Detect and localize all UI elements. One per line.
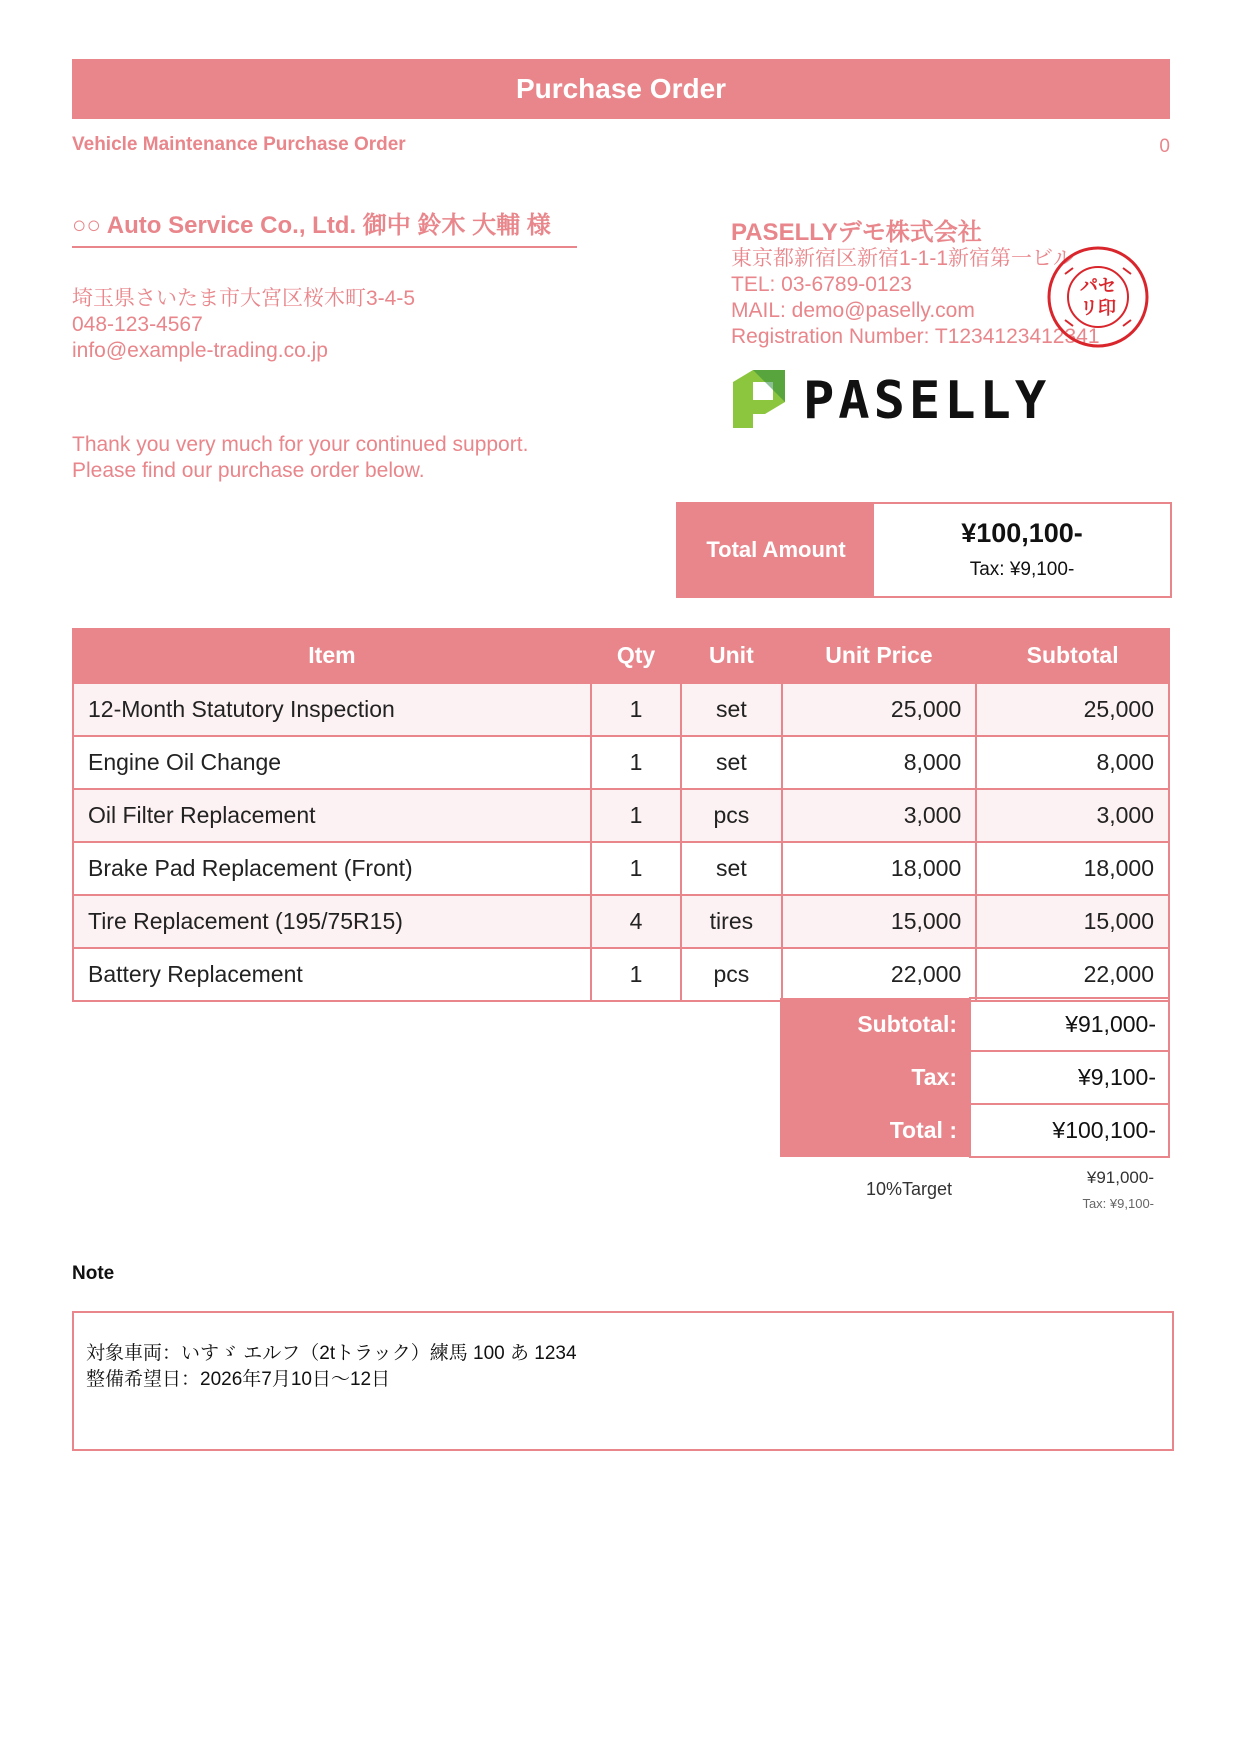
cell-subtotal: 8,000: [976, 736, 1169, 789]
header-item: Item: [73, 628, 591, 683]
table-row: [73, 948, 1169, 1001]
cell-subtotal: 15,000: [976, 895, 1169, 948]
note-line: 対象車両：いすゞ エルフ（2tトラック）練馬 100 あ 1234: [86, 1343, 577, 1364]
cell-qty: 1: [591, 842, 681, 895]
cell-item: 12-Month Statutory Inspection: [73, 683, 591, 736]
cell-unit: tires: [681, 895, 781, 948]
cell-qty: 1: [591, 736, 681, 789]
tax-target-label: 10%Target: [866, 1179, 953, 1199]
table-row: [73, 842, 1169, 895]
cell-subtotal: 25,000: [976, 683, 1169, 736]
summary-total-label: Total :: [780, 1104, 970, 1157]
table-row: [73, 895, 1169, 948]
table-row: [73, 683, 1169, 736]
svg-text:リ印: リ印: [1080, 298, 1116, 319]
summary-total-row: [780, 1104, 1169, 1157]
company-seal-icon: [1045, 244, 1151, 350]
summary-tax-row: [780, 1051, 1169, 1104]
greeting-line: Please find our purchase order below.: [72, 459, 425, 482]
cell-qty: 1: [591, 789, 681, 842]
header-qty: Qty: [591, 628, 681, 683]
summary-tax-value: ¥9,100-: [970, 1051, 1169, 1104]
cell-unit: set: [681, 683, 781, 736]
client-phone: 048-123-4567: [72, 313, 203, 336]
cell-subtotal: 3,000: [976, 789, 1169, 842]
tax-target-tax: Tax: ¥9,100-: [1082, 1196, 1154, 1211]
client-name: ○○ Auto Service Co., Ltd. 御中 鈴木 大輔 様: [72, 212, 577, 248]
cell-item: Tire Replacement (195/75R15): [73, 895, 591, 948]
cell-unit-price: 8,000: [782, 736, 977, 789]
total-amount-value: ¥100,100-: [961, 518, 1083, 548]
header-subtotal: Subtotal: [976, 628, 1169, 683]
cell-item: Engine Oil Change: [73, 736, 591, 789]
cell-item: Oil Filter Replacement: [73, 789, 591, 842]
cell-unit: set: [681, 842, 781, 895]
cell-unit: pcs: [681, 948, 781, 1001]
issuer-tel: TEL: 03-6789-0123: [731, 273, 912, 296]
issuer-address: 東京都新宿区新宿1-1-1新宿第一ビル: [731, 247, 1075, 270]
cell-unit-price: 3,000: [782, 789, 977, 842]
header-unit: Unit: [681, 628, 781, 683]
issuer-name: PASELLYデモ株式会社: [731, 219, 982, 246]
paselly-logo-icon: [731, 368, 1061, 430]
summary-subtotal-label: Subtotal:: [780, 998, 970, 1051]
summary-total-value: ¥100,100-: [970, 1104, 1169, 1157]
svg-text:PASELLY: PASELLY: [803, 371, 1051, 430]
client-address: 埼玉県さいたま市大宮区桜木町3-4-5: [72, 287, 416, 310]
document-subtitle: Vehicle Maintenance Purchase Order: [72, 134, 406, 155]
cell-unit-price: 25,000: [782, 683, 977, 736]
cell-unit-price: 18,000: [782, 842, 977, 895]
cell-unit: set: [681, 736, 781, 789]
header-unit-price: Unit Price: [782, 628, 977, 683]
note-line: 整備希望日：2026年7月10日～12日: [86, 1369, 391, 1390]
cell-subtotal: 22,000: [976, 948, 1169, 1001]
greeting-line: Thank you very much for your continued support.: [72, 433, 529, 456]
total-tax-value: Tax: ¥9,100-: [969, 559, 1075, 580]
cell-unit: pcs: [681, 789, 781, 842]
cell-unit-price: 22,000: [782, 948, 977, 1001]
client-email: info@example-trading.co.jp: [72, 339, 328, 362]
greeting: [72, 432, 528, 484]
svg-text:パセ: パセ: [1080, 276, 1116, 297]
table-row: [73, 789, 1169, 842]
table-row: [73, 736, 1169, 789]
summary-tax-label: Tax:: [780, 1051, 970, 1104]
items-table: [72, 628, 1170, 1002]
summary-table: [780, 997, 1170, 1158]
cell-subtotal: 18,000: [976, 842, 1169, 895]
issuer-registration: Registration Number: T1234123412341: [731, 325, 1100, 348]
summary-subtotal-row: [780, 998, 1169, 1051]
cell-item: Brake Pad Replacement (Front): [73, 842, 591, 895]
cell-item: Battery Replacement: [73, 948, 591, 1001]
cell-qty: 1: [591, 683, 681, 736]
issuer-mail: MAIL: demo@paselly.com: [731, 299, 975, 322]
client-info: [72, 286, 415, 364]
cell-qty: 1: [591, 948, 681, 1001]
cell-unit-price: 15,000: [782, 895, 977, 948]
note-label: Note: [72, 1263, 115, 1284]
document-number: 0: [1159, 136, 1170, 157]
document-title: Purchase Order: [72, 59, 1170, 119]
tax-target-amount: ¥91,000-: [1086, 1168, 1154, 1187]
table-header-row: [73, 628, 1169, 683]
total-amount-label: Total Amount: [678, 504, 874, 596]
summary-subtotal-value: ¥91,000-: [970, 998, 1169, 1051]
total-amount-box: [676, 502, 1172, 598]
note-box: [72, 1311, 1174, 1451]
cell-qty: 4: [591, 895, 681, 948]
